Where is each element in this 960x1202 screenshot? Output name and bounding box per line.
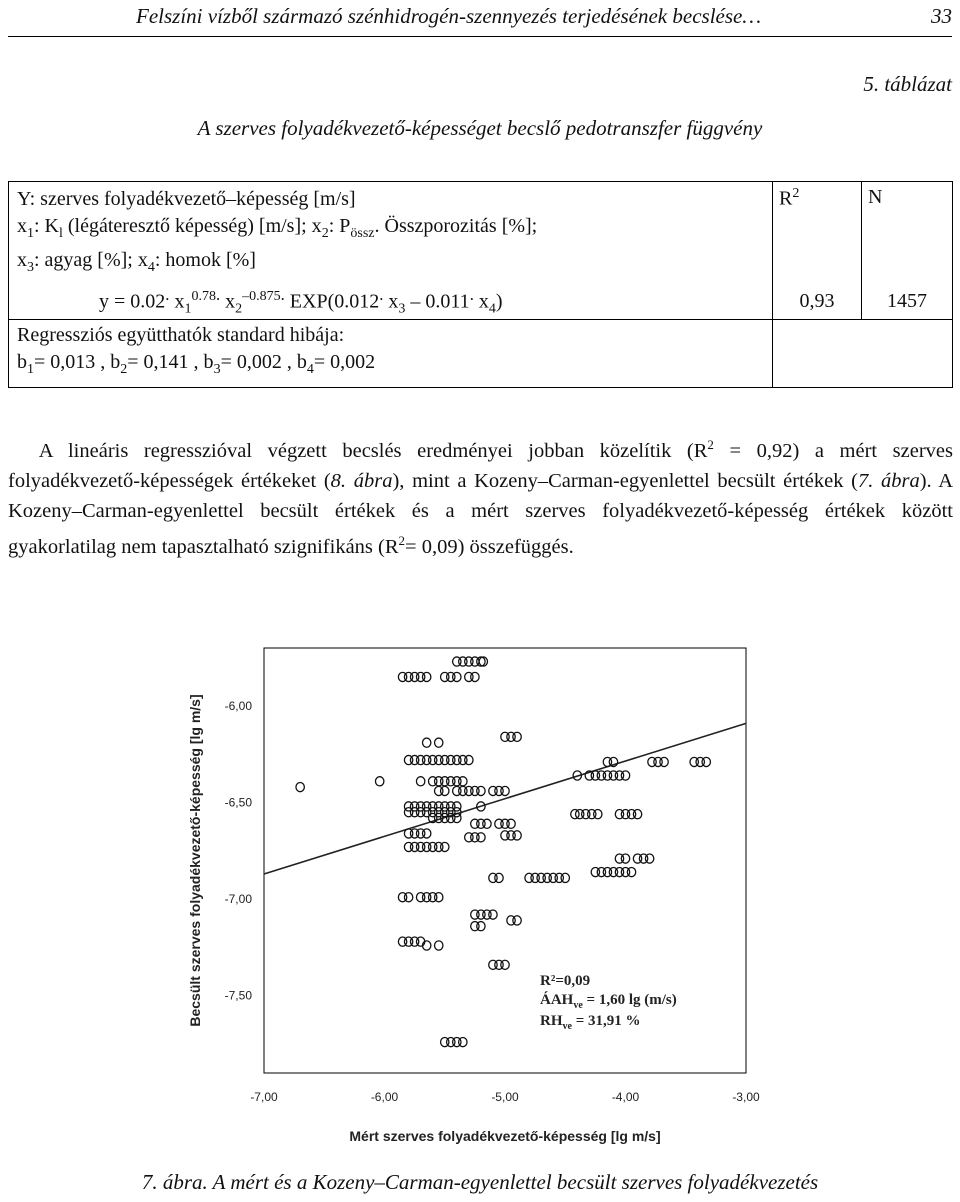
annotation-aah: $ÁAH_{ve} = 1,60$ lg (m/s) [540,992,677,1011]
definition-x3-x4: $x_3$: agyag [%]; $x_4$: homok [%] [17,249,256,275]
x-tick-label: -3,00 [732,1090,760,1104]
annotation-rh: $RH_{ve} = 31,91$ % [540,1013,641,1032]
y-tick-label: -6,00 [224,698,252,713]
r2-value: 0,93 [773,283,862,320]
x-tick-label: -5,00 [491,1090,519,1104]
x-tick-label: -6,00 [370,1090,399,1104]
regression-formula: y = 0.02. $x_1^{0.78.}$ $x_2^{-0.875.}$ EXP(0.012. $x_3 - 0.011^.$ $x_4$) [9,283,773,320]
n-header: N [862,182,953,284]
regression-table [8,181,953,388]
figure-caption: 7. ábra. A mért és a Kozeny–Carman-egyenlettel becsült szerves folyadékvezetés [141,1170,819,1194]
scatter-chart [180,642,770,1152]
standard-errors-title: Regressziós együtthatók standard hibája: [17,324,345,346]
running-title: Felszíni vízből származó szénhidrogén-szennyezés terjedésének becslése… [136,4,762,28]
y-tick-label: -6,50 [224,795,252,810]
page-number: 33 [931,4,952,28]
x-tick-label: -7,00 [250,1090,278,1104]
table-caption: A szerves folyadékvezető-képességet becslő pedotranszfer függvény [197,116,763,140]
y-tick-label: -7,00 [224,892,252,907]
plot-area [264,648,746,1073]
annotation-r2: R²=0,09 [540,973,591,989]
x-axis-label: Mért szerves folyadékvezető-képesség [lg m/s] [349,1128,661,1144]
body-paragraph: A lineáris regresszióval végzett becslés eredményei jobban közelítik $(R^2 = 0,92)$ a mért szerves folyadékvezető-képességek értékeket (8. ábra), mint a Kozeny–Carman-egyenlettel becsült értékek (7. ábra). A Kozeny–Carman-egyenlettel becsült értékek és a mért szerves folyadékvezető-képesség értékek között gyakorlatilag nem tapasztalható szignifikáns $(R^2= 0,09)$ összefüggés. [8,437,954,558]
empty-cell [773,320,953,388]
n-value: 1457 [862,283,953,320]
standard-errors [9,320,773,388]
y-tick-label: -7,50 [224,988,252,1003]
variable-definitions [9,182,773,284]
running-header [8,2,952,37]
y-axis-label: Becsült szerves folyadékvezető-képesség [lg m/s] [187,694,203,1027]
x-tick-label: -4,00 [611,1090,640,1104]
table-label: 5. táblázat [863,72,952,96]
standard-errors-values: $b_1= 0,013$ , $b_2= 0,141$ , $b_3= 0,002$ , $b_4= 0,002$ [17,351,376,377]
r2-header: $R^2$ [773,182,862,284]
definition-x1-x2: $x_1$: $K_l$ (légáteresztő képesség) [m/s]; $x_2$: $P_{össz}$. Összporozitás [%]; [17,215,538,241]
definition-y: Y: szerves folyadékvezető–képesség [m/s] [17,188,356,210]
